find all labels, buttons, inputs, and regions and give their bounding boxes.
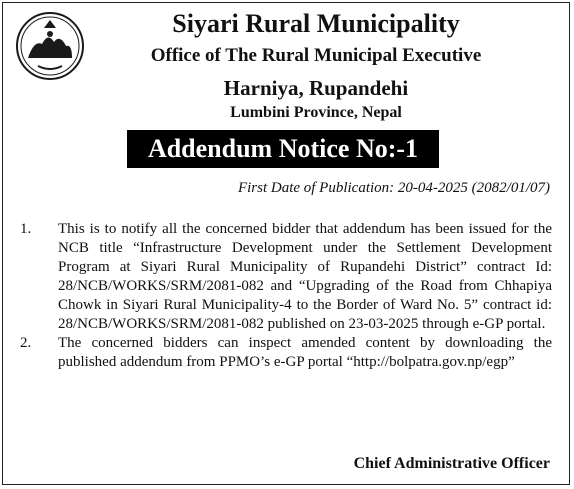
item-text: This is to notify all the concerned bidder that addendum has been issued for the NCB title “Infrastructure Development under the Settlement Development Program at Siyari Rural Municipality of Rupandehi District” contract Id: 28/NCB/WORKS/SRM/2081-082 and “Upgrading of the Road from Chhapiya Chowk in Siyari Rural Municipality-4 to the Border of Ward No. 5” contract id: 28/NCB/WORKS/SRM/2081-082 published on 23-03-2025 through e-GP portal.: [58, 221, 552, 332]
signoff: Chief Administrative Officer: [353, 455, 550, 472]
item-text: The concerned bidders can inspect amended content by downloading the published addendum from PPMO’s e-GP portal “http://bolpatra.gov.np/egp”: [58, 335, 552, 370]
list-item: [20, 220, 552, 334]
item-number: 2.: [20, 335, 32, 351]
publication-date: First Date of Publication: 20-04-2025 (2082/01/07): [237, 180, 550, 196]
item-number: 1.: [20, 221, 32, 237]
municipality-name: Siyari Rural Municipality: [172, 9, 460, 38]
province-name: Lumbini Province, Nepal: [230, 104, 402, 121]
notice-title: Addendum Notice No:-1: [127, 130, 439, 168]
list-item: [20, 334, 552, 372]
notice-items: [20, 220, 552, 372]
office-location: Harniya, Rupandehi: [223, 76, 409, 100]
office-name: Office of The Rural Municipal Executive: [150, 45, 482, 66]
